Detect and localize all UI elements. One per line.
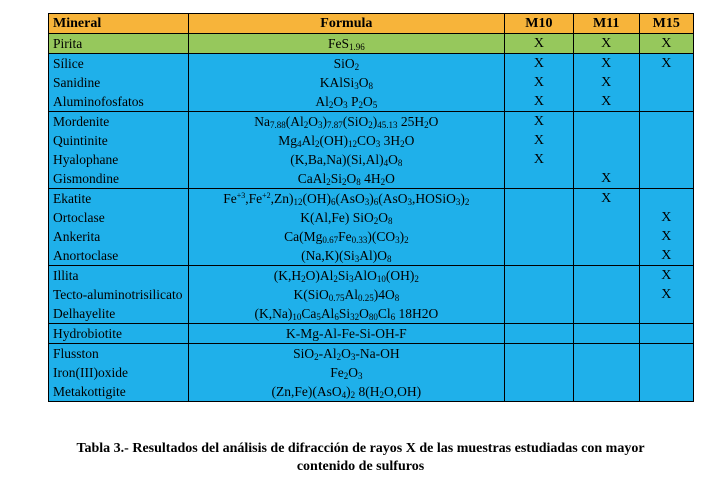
formula-subscript: 7.87 <box>327 119 343 130</box>
formula-text: Al <box>301 132 316 148</box>
mineral-cell: Ankerita <box>49 227 189 246</box>
formula-subscript: 7.88 <box>270 119 286 130</box>
formula-text: (Na,K)(Si <box>301 247 355 263</box>
formula-text: 25H <box>397 113 425 129</box>
mineral-cell: Flusston <box>49 344 189 364</box>
formula-text: O <box>363 93 373 109</box>
formula-subscript: 2 <box>326 176 331 187</box>
formula-text: (AsO <box>335 190 365 206</box>
formula-text: (OH) <box>385 267 415 283</box>
formula-subscript: 2 <box>414 273 419 284</box>
formula-subscript: 2 <box>342 176 347 187</box>
formula-subscript: 2 <box>379 389 385 400</box>
table-caption <box>0 440 721 476</box>
formula-text: K-Mg-Al-Fe-Si-OH-F <box>285 325 407 341</box>
header-m15: M15 <box>639 14 693 34</box>
sample-m15-cell <box>639 344 693 364</box>
table-row <box>49 169 694 189</box>
table-row <box>49 92 694 112</box>
formula-text: K(Al,Fe) SiO <box>300 209 374 225</box>
formula-subscript: 3 <box>455 196 461 207</box>
sample-m15-cell: X <box>639 34 693 54</box>
formula-subscript: 2 <box>380 176 386 187</box>
sample-m10-cell: X <box>505 131 574 150</box>
sample-m11-cell <box>573 266 639 286</box>
table-header-row <box>49 14 694 34</box>
table-row <box>49 131 694 150</box>
formula-subscript: 1.96 <box>348 41 365 52</box>
formula-text: -Na-OH <box>355 345 400 361</box>
formula-text: O)Al <box>305 267 334 283</box>
sample-m11-cell: X <box>573 54 639 74</box>
sample-m10-cell <box>505 324 574 344</box>
formula-subscript: 8 <box>387 253 392 264</box>
formula-text: SiO <box>293 345 315 361</box>
formula-subscript: 8 <box>356 176 361 187</box>
formula-subscript: 2 <box>464 196 470 207</box>
formula-text: O <box>385 170 395 186</box>
table-row <box>49 324 694 344</box>
formula-text: ) <box>399 228 405 244</box>
sample-m11-cell <box>573 150 639 169</box>
sample-m11-cell <box>573 344 639 364</box>
mineral-cell: Gismondine <box>49 169 189 189</box>
formula-text: O <box>358 74 369 90</box>
formula-subscript: 6 <box>331 196 336 207</box>
formula-text: Al)O <box>359 247 388 263</box>
formula-text: ,Zn) <box>270 190 294 206</box>
formula-text: FeS <box>327 35 349 51</box>
formula-text: Ca(Mg <box>284 228 323 244</box>
formula-text: Na <box>254 113 271 129</box>
formula-subscript: 8 <box>394 292 400 303</box>
formula-subscript: 45.13 <box>377 119 398 130</box>
formula-text: O,OH) <box>384 383 422 399</box>
formula-supscript: +2 <box>262 190 271 200</box>
formula-text: ) <box>369 190 374 206</box>
formula-text: O <box>341 345 351 361</box>
formula-text: O <box>333 93 344 109</box>
formula-text: CaAl <box>297 170 327 186</box>
header-m11: M11 <box>573 14 639 34</box>
formula-cell <box>188 92 504 112</box>
formula-cell <box>188 54 504 74</box>
table-row <box>49 208 694 227</box>
mineral-cell: Ekatite <box>49 189 189 209</box>
sample-m11-cell <box>573 112 639 132</box>
sample-m11-cell <box>573 208 639 227</box>
sample-m11-cell: X <box>573 189 639 209</box>
mineral-cell: Sanidine <box>49 73 189 92</box>
formula-subscript: 5 <box>372 99 378 110</box>
sample-m10-cell: X <box>505 150 574 169</box>
sample-m15-cell: X <box>639 266 693 286</box>
mineral-cell: Pirita <box>49 34 189 54</box>
formula-subscript: 4 <box>341 389 347 400</box>
sample-m10-cell <box>505 169 574 189</box>
formula-text: (Al <box>285 113 304 129</box>
formula-text: )(CO <box>367 228 396 244</box>
table-body <box>49 34 694 402</box>
formula-text: ,Fe <box>245 190 263 206</box>
mineral-cell: Tecto-aluminotrisilicato <box>49 285 189 304</box>
sample-m11-cell <box>573 246 639 266</box>
formula-supscript: +3 <box>236 190 246 200</box>
table-row <box>49 246 694 266</box>
formula-cell <box>188 34 504 54</box>
formula-subscript: 12 <box>348 138 358 149</box>
formula-subscript: 6 <box>334 311 339 322</box>
formula-text: KAlSi <box>319 74 355 90</box>
formula-text: Si <box>338 305 351 321</box>
sample-m15-cell: X <box>639 246 693 266</box>
formula-text: Al <box>320 305 335 321</box>
sample-m15-cell <box>639 324 693 344</box>
formula-text: (K,Na) <box>254 305 293 321</box>
formula-text: -Al <box>318 345 337 361</box>
formula-cell <box>188 285 504 304</box>
formula-text: (K,H <box>273 267 302 283</box>
formula-cell <box>188 246 504 266</box>
formula-text: 4H <box>360 170 381 186</box>
caption-line-2: contenido de sulfuros <box>296 459 425 474</box>
formula-subscript: 2 <box>303 119 309 130</box>
formula-subscript: 0.67 <box>322 234 339 245</box>
table-row <box>49 73 694 92</box>
table-row <box>49 34 694 54</box>
table-row <box>49 227 694 246</box>
mineral-cell: Delhayelite <box>49 304 189 324</box>
formula-subscript: 2 <box>354 61 360 72</box>
sample-m15-cell <box>639 131 693 150</box>
header-formula: Formula <box>188 14 504 34</box>
formula-subscript: 2 <box>368 119 373 130</box>
formula-text: O <box>404 132 415 148</box>
sample-m10-cell: X <box>505 54 574 74</box>
sample-m11-cell: X <box>573 92 639 112</box>
formula-cell <box>188 324 504 344</box>
formula-subscript: 2 <box>350 389 356 400</box>
formula-subscript: 12 <box>293 196 303 207</box>
formula-subscript: 6 <box>390 311 396 322</box>
formula-subscript: 2 <box>424 119 429 130</box>
sample-m15-cell <box>639 150 693 169</box>
sample-m10-cell <box>505 363 574 382</box>
formula-subscript: 4 <box>297 138 302 149</box>
formula-subscript: 2 <box>373 215 379 226</box>
formula-subscript: 3 <box>354 253 360 264</box>
formula-subscript: 2 <box>336 351 342 362</box>
formula-text: )4O <box>373 286 395 302</box>
formula-text: Fe <box>330 364 344 380</box>
formula-subscript: 2 <box>400 138 405 149</box>
mineral-cell: Metakottigite <box>49 382 189 402</box>
sample-m10-cell <box>505 189 574 209</box>
sample-m15-cell: X <box>639 227 693 246</box>
mineral-cell: Quintinite <box>49 131 189 150</box>
formula-cell <box>188 112 504 132</box>
formula-text: O <box>359 305 369 321</box>
formula-subscript: 8 <box>387 215 393 226</box>
formula-subscript: 0.75 <box>328 292 345 303</box>
formula-subscript: 8 <box>368 80 373 91</box>
formula-subscript: 32 <box>350 311 360 322</box>
sample-m15-cell <box>639 363 693 382</box>
formula-subscript: 8 <box>397 157 403 168</box>
formula-text: O <box>348 364 358 380</box>
formula-subscript: 3 <box>350 351 356 362</box>
formula-text: AlO <box>353 267 377 283</box>
formula-subscript: 2 <box>333 273 338 284</box>
sample-m11-cell <box>573 382 639 402</box>
formula-text: P <box>347 93 359 109</box>
formula-subscript: 2 <box>301 273 306 284</box>
sample-m10-cell <box>505 304 574 324</box>
formula-cell <box>188 73 504 92</box>
formula-text: (OH) <box>302 190 332 206</box>
formula-text: (Zn,Fe)(AsO <box>271 383 342 399</box>
formula-text: Ca <box>301 305 317 321</box>
table-row <box>49 344 694 364</box>
formula-subscript: 3 <box>357 370 363 381</box>
formula-text: O <box>346 170 357 186</box>
formula-text: CO <box>357 132 376 148</box>
formula-text: ,HOSiO <box>412 190 456 206</box>
sample-m15-cell <box>639 112 693 132</box>
sample-m15-cell <box>639 169 693 189</box>
formula-text: O <box>308 113 319 129</box>
caption-line-1: Tabla 3.- Resultados del análisis de difracción de rayos X de las muestras estudiadas con mayor <box>76 441 645 456</box>
sample-m10-cell: X <box>505 92 574 112</box>
formula-subscript: 2 <box>404 234 409 245</box>
header-m10: M10 <box>505 14 574 34</box>
mineral-cell: Illita <box>49 266 189 286</box>
formula-text: SiO <box>333 55 355 71</box>
table-row <box>49 54 694 74</box>
formula-text: ) <box>346 383 351 399</box>
formula-cell <box>188 150 504 169</box>
formula-subscript: 2 <box>314 351 319 362</box>
formula-text: Si <box>330 170 343 186</box>
formula-subscript: 6 <box>373 196 379 207</box>
formula-cell <box>188 189 504 209</box>
sample-m15-cell <box>639 304 693 324</box>
formula-text: K(SiO <box>293 286 329 302</box>
sample-m11-cell: X <box>573 73 639 92</box>
formula-subscript: 80 <box>368 311 378 322</box>
formula-text: Mg <box>278 132 298 148</box>
formula-text: O <box>428 113 439 129</box>
formula-cell <box>188 344 504 364</box>
formula-text: (OH) <box>319 132 349 148</box>
sample-m11-cell <box>573 285 639 304</box>
formula-text: Si <box>337 267 350 283</box>
formula-subscript: 3 <box>375 138 381 149</box>
formula-subscript: 3 <box>407 196 413 207</box>
mineral-cell: Sílice <box>49 54 189 74</box>
mineral-cell: Hydrobiotite <box>49 324 189 344</box>
formula-subscript: 2 <box>315 138 320 149</box>
table-row <box>49 112 694 132</box>
formula-subscript: 3 <box>354 80 359 91</box>
formula-subscript: 3 <box>343 99 348 110</box>
formula-text: (K,Ba,Na)(Si,Al) <box>290 151 384 167</box>
table-row <box>49 382 694 402</box>
formula-text: Al <box>315 93 329 109</box>
formula-text: ) <box>372 113 378 129</box>
formula-subscript: 5 <box>316 311 321 322</box>
sample-m15-cell: X <box>639 208 693 227</box>
formula-subscript: 4 <box>383 157 389 168</box>
table-row <box>49 285 694 304</box>
table-row <box>49 150 694 169</box>
sample-m10-cell: X <box>505 73 574 92</box>
formula-text: Al <box>344 286 358 302</box>
formula-subscript: 10 <box>292 311 302 322</box>
sample-m11-cell <box>573 227 639 246</box>
formula-cell <box>188 382 504 402</box>
formula-text: Cl <box>377 305 391 321</box>
formula-subscript: 0.33 <box>351 234 368 245</box>
sample-m10-cell <box>505 227 574 246</box>
table-row <box>49 266 694 286</box>
mineral-cell: Aluminofosfatos <box>49 92 189 112</box>
formula-subscript: 3 <box>395 234 400 245</box>
formula-text: ) <box>460 190 465 206</box>
sample-m15-cell <box>639 73 693 92</box>
minerals-table <box>48 13 694 402</box>
formula-subscript: 10 <box>376 273 386 284</box>
formula-text: 8(H <box>355 383 380 399</box>
sample-m11-cell: X <box>573 34 639 54</box>
sample-m10-cell <box>505 266 574 286</box>
sample-m11-cell <box>573 131 639 150</box>
formula-text: 18H2O <box>395 305 439 321</box>
sample-m11-cell <box>573 324 639 344</box>
formula-cell <box>188 208 504 227</box>
mineral-cell: Hyalophane <box>49 150 189 169</box>
formula-text: (AsO <box>378 190 408 206</box>
formula-cell <box>188 304 504 324</box>
formula-subscript: 0.25 <box>357 292 374 303</box>
sample-m15-cell: X <box>639 285 693 304</box>
table-row <box>49 304 694 324</box>
header-mineral: Mineral <box>49 14 189 34</box>
formula-cell <box>188 266 504 286</box>
formula-text: ) <box>322 113 328 129</box>
sample-m10-cell <box>505 246 574 266</box>
formula-subscript: 2 <box>358 99 364 110</box>
sample-m15-cell: X <box>639 54 693 74</box>
sample-m15-cell <box>639 382 693 402</box>
formula-subscript: 2 <box>343 370 349 381</box>
sample-m15-cell <box>639 189 693 209</box>
formula-cell <box>188 227 504 246</box>
table-row <box>49 363 694 382</box>
formula-text: Fe <box>223 190 237 206</box>
mineral-cell: Mordenite <box>49 112 189 132</box>
formula-subscript: 2 <box>328 99 334 110</box>
formula-cell <box>188 169 504 189</box>
sample-m10-cell: X <box>505 112 574 132</box>
formula-text: O <box>378 209 388 225</box>
sample-m10-cell <box>505 285 574 304</box>
sample-m15-cell <box>639 92 693 112</box>
sample-m10-cell <box>505 382 574 402</box>
formula-subscript: 3 <box>364 196 370 207</box>
sample-m10-cell <box>505 208 574 227</box>
sample-m11-cell <box>573 304 639 324</box>
formula-subscript: 3 <box>318 119 323 130</box>
formula-cell <box>188 363 504 382</box>
mineral-cell: Ortoclase <box>49 208 189 227</box>
table-row <box>49 189 694 209</box>
sample-m11-cell: X <box>573 169 639 189</box>
sample-m10-cell: X <box>505 34 574 54</box>
mineral-cell: Iron(III)oxide <box>49 363 189 382</box>
formula-cell <box>188 131 504 150</box>
formula-subscript: 3 <box>349 273 354 284</box>
formula-text: O <box>388 151 398 167</box>
formula-text: Fe <box>338 228 352 244</box>
formula-text: (SiO <box>342 113 369 129</box>
formula-text: 3H <box>380 132 401 148</box>
sample-m11-cell <box>573 363 639 382</box>
sample-m10-cell <box>505 344 574 364</box>
mineral-cell: Anortoclase <box>49 246 189 266</box>
